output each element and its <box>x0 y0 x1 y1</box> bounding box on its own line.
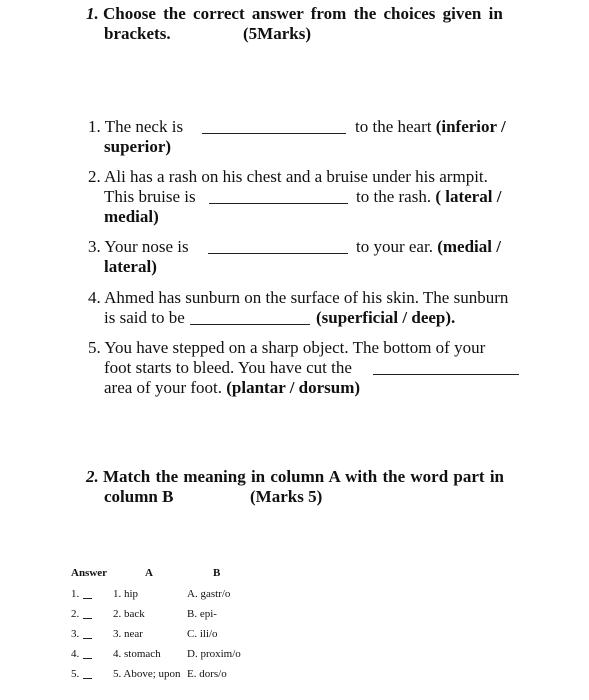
question-1-number: 1. <box>88 117 101 136</box>
question-2-choices: ( lateral / <box>435 187 502 206</box>
question-4-text: is said to be <box>104 308 185 327</box>
question-1 <box>88 117 183 137</box>
answer-number: 1. <box>71 588 80 600</box>
section2-heading-line1: Match the meaning in column A with the word part in <box>103 467 505 486</box>
table-row <box>71 588 79 601</box>
question-5-line3: area of your foot. <box>104 378 223 397</box>
column-a-item: 3. near <box>113 628 143 640</box>
question-3-text: Your nose is <box>104 237 189 256</box>
section2-heading-line2: column B <box>104 487 174 506</box>
question-1-choices: (inferior / <box>435 117 506 136</box>
question-5-line2: foot starts to bleed. You have cut the <box>104 358 352 377</box>
section1-heading-line2: brackets. <box>104 24 171 43</box>
table-row <box>71 648 79 661</box>
column-b-item: E. dors/o <box>187 668 227 680</box>
column-a-item: 2. back <box>113 608 145 620</box>
question-3 <box>88 237 189 257</box>
question-3-choices-cont: lateral) <box>104 257 157 276</box>
column-a-item: 1. hip <box>113 588 139 600</box>
question-5-number: 5. <box>88 338 101 357</box>
answer-number: 5. <box>71 668 80 680</box>
question-2-blank[interactable] <box>209 189 348 204</box>
answer-blank[interactable] <box>83 658 92 659</box>
question-1-blank[interactable] <box>202 119 346 134</box>
column-b-item: D. proxim/o <box>187 648 241 660</box>
question-2 <box>88 167 488 187</box>
question-3-number: 3. <box>88 237 101 256</box>
question-2-choices-cont: medial) <box>104 207 159 226</box>
question-2-text-after: to the rash. <box>356 187 432 206</box>
question-5 <box>88 338 485 358</box>
question-1-text-after: to the heart <box>355 117 432 136</box>
answer-number: 3. <box>71 628 80 640</box>
table-header-b: B <box>213 567 221 579</box>
question-4 <box>88 288 508 308</box>
column-b-item: C. ili/o <box>187 628 218 640</box>
column-a-item: 5. Above; upon <box>113 668 181 680</box>
column-b-item: A. gastr/o <box>187 588 231 600</box>
answer-blank[interactable] <box>83 638 92 639</box>
column-b-item: B. epi- <box>187 608 217 620</box>
answer-blank[interactable] <box>83 678 92 679</box>
question-3-blank[interactable] <box>208 239 348 254</box>
table-row <box>71 608 79 621</box>
section1-number: 1. <box>86 4 99 23</box>
question-1-text: The neck is <box>104 117 184 136</box>
answer-number: 2. <box>71 608 80 620</box>
question-5-choices: (plantar / dorsum) <box>226 378 361 397</box>
question-1-choices-cont: superior) <box>104 137 172 156</box>
section1-heading <box>86 4 526 24</box>
answer-number: 4. <box>71 648 80 660</box>
question-2-line1: Ali has a rash on his chest and a bruise under his armpit. <box>104 167 488 186</box>
question-5-blank[interactable] <box>373 360 519 375</box>
table-row <box>71 668 79 681</box>
question-3-choices: (medial / <box>437 237 501 256</box>
section1-marks: (5Marks) <box>243 24 311 43</box>
table-header-a: A <box>145 567 153 579</box>
answer-blank[interactable] <box>83 618 92 619</box>
answer-blank[interactable] <box>83 598 92 599</box>
section2-number: 2. <box>86 467 99 486</box>
question-2-number: 2. <box>88 167 101 186</box>
section2-heading <box>86 467 526 487</box>
question-4-number: 4. <box>88 288 101 307</box>
question-2-text: This bruise is <box>104 187 196 206</box>
question-4-line1: Ahmed has sunburn on the surface of his skin. The sunburn <box>104 288 509 307</box>
question-3-text-after: to your ear. <box>356 237 433 256</box>
question-4-choices: (superficial / deep). <box>316 308 456 327</box>
column-a-item: 4. stomach <box>113 648 161 660</box>
question-5-line1: You have stepped on a sharp object. The bottom of your <box>104 338 486 357</box>
section2-marks: (Marks 5) <box>250 487 323 506</box>
table-row <box>71 628 79 641</box>
question-4-blank[interactable] <box>190 310 310 325</box>
table-header-answer: Answer <box>71 567 108 579</box>
section1-heading-line1: Choose the correct answer from the choices given in <box>103 4 503 23</box>
